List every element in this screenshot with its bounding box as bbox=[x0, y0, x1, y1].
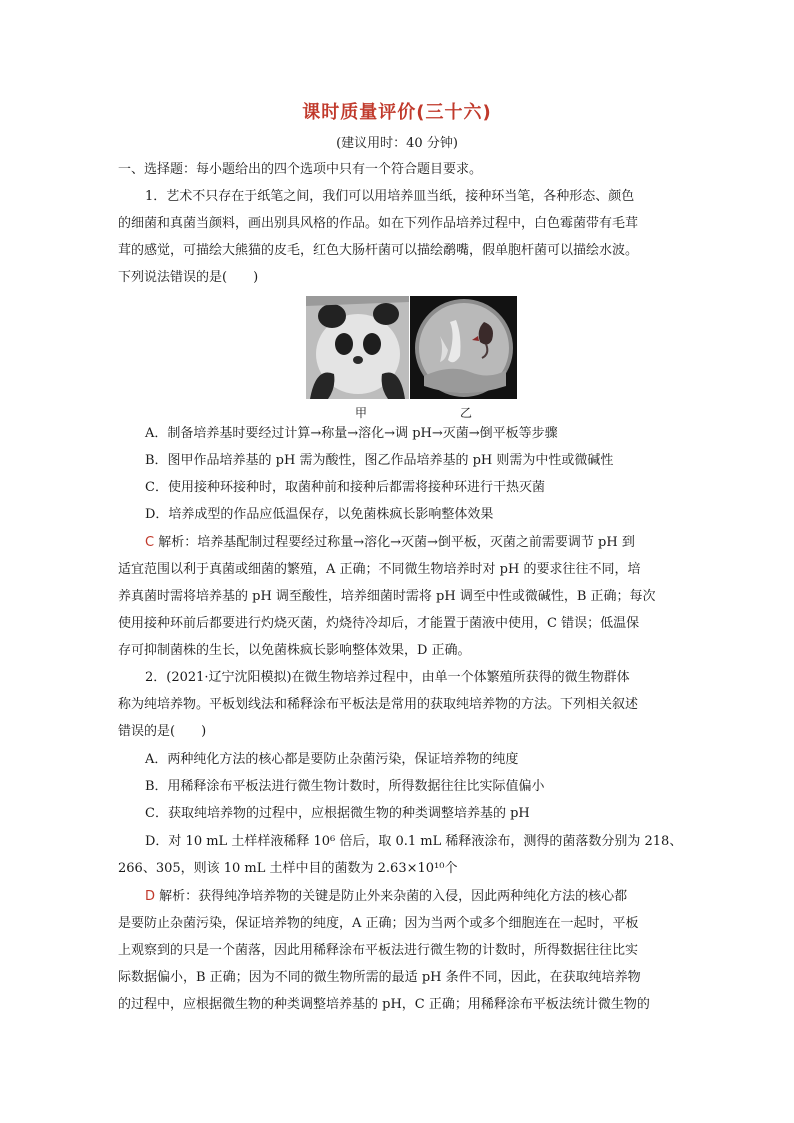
q1-stem-line: 1．艺术不只存在于纸笔之间，我们可以用培养皿当纸，接种环当笔，各种形态、颜色 bbox=[145, 189, 635, 204]
q2-analysis-line: 际数据偏小，B 正确；因为不同的微生物所需的最适 pH 条件不同，因此，在获取纯培养物 bbox=[118, 970, 641, 985]
q2-option-b: B．用稀释涂布平板法进行微生物计数时，所得数据往往比实际值偏小 bbox=[145, 779, 545, 794]
page-title: 课时质量评价(三十六) bbox=[302, 102, 492, 123]
q1-stem-line: 茸的感觉，可描绘大熊猫的皮毛，红色大肠杆菌可以描绘鹬嘴，假单胞杆菌可以描绘水波。 bbox=[118, 243, 639, 258]
q2-option-d: D．对 10 mL 土样样液稀释 10⁶ 倍后，取 0.1 mL 稀释液涂布，测得的菌落数分别为 218、 bbox=[145, 834, 683, 849]
q1-analysis-line: 使用接种环前后都要进行灼烧灭菌，灼烧待冷却后，才能置于菌液中使用，C 错误；低温保 bbox=[118, 616, 640, 631]
q1-option-d: D．培养成型的作品应低温保存，以免菌株疯长影响整体效果 bbox=[145, 507, 494, 522]
bird-petri-image bbox=[410, 296, 517, 399]
q1-analysis-line: 存可抑制菌株的生长，以免菌株疯长影响整体效果，D 正确。 bbox=[118, 643, 471, 658]
q1-option-a: A．制备培养基时要经过计算→称量→溶化→调 pH→灭菌→倒平板等步骤 bbox=[145, 426, 558, 441]
q2-analysis-line bbox=[145, 883, 678, 910]
q2-option-a: A．两种纯化方法的核心都是要防止杂菌污染，保证培养物的纯度 bbox=[145, 752, 519, 767]
q2-stem-line: 错误的是( ) bbox=[118, 724, 207, 739]
q1-figure bbox=[306, 296, 517, 399]
q2-stem-line: 称为纯培养物。平板划线法和稀释涂布平板法是常用的获取纯培养物的方法。下列相关叙述 bbox=[118, 697, 639, 712]
q2-answer: D bbox=[145, 889, 156, 904]
q2-analysis-text: 解析：获得纯净培养物的关键是防止外来杂菌的入侵，因此两种纯化方法的核心都 bbox=[159, 889, 628, 904]
q2-option-d-cont: 266、305，则该 10 mL 土样中目的菌数为 2.63×10¹⁰个 bbox=[118, 861, 458, 876]
q2-stem-line: 2．(2021·辽宁沈阳模拟)在微生物培养过程中，由单一个体繁殖所获得的微生物群体 bbox=[145, 670, 630, 685]
q2-analysis-line: 的过程中，应根据微生物的种类调整培养基的 pH，C 正确；用稀释涂布平板法统计微生物的 bbox=[118, 997, 650, 1012]
q2-analysis-line: 上观察到的只是一个菌落，因此用稀释涂布平板法进行微生物的计数时，所得数据往往比实 bbox=[118, 943, 639, 958]
q1-answer: C bbox=[145, 535, 155, 550]
figure-label-jia: 甲 bbox=[355, 406, 368, 420]
q1-option-b: B．图甲作品培养基的 pH 需为酸性，图乙作品培养基的 pH 则需为中性或微碱性 bbox=[145, 453, 614, 468]
q1-stem-line: 下列说法错误的是( ) bbox=[118, 270, 259, 285]
q2-option-c: C．获取纯培养物的过程中，应根据微生物的种类调整培养基的 pH bbox=[145, 806, 530, 821]
panda-petri-image bbox=[306, 296, 409, 399]
q1-analysis-line: 养真菌时需将培养基的 pH 调至酸性，培养细菌时需将 pH 调至中性或微碱性，B 正确；每次 bbox=[118, 589, 656, 604]
figure-label-yi: 乙 bbox=[460, 406, 473, 420]
q1-option-c: C．使用接种环接种时，取菌种前和接种后都需将接种环进行干热灭菌 bbox=[145, 480, 545, 495]
q2-analysis-line: 是要防止杂菌污染，保证培养物的纯度，A 正确；因为当两个或多个细胞连在一起时，平板 bbox=[118, 916, 639, 931]
time-hint: (建议用时：40 分钟) bbox=[336, 136, 458, 151]
q1-analysis-line: 适宜范围以利于真菌或细菌的繁殖，A 正确；不同微生物培养时对 pH 的要求往往不同，培 bbox=[118, 562, 641, 577]
section-heading: 一、选择题：每小题给出的四个选项中只有一个符合题目要求。 bbox=[118, 162, 483, 177]
q1-stem-line: 的细菌和真菌当颜料，画出别具风格的作品。如在下列作品培养过程中，白色霉菌带有毛茸 bbox=[118, 216, 639, 231]
q1-analysis-text: 解析：培养基配制过程要经过称量→溶化→灭菌→倒平板，灭菌之前需要调节 pH 到 bbox=[158, 535, 635, 550]
q1-analysis-line bbox=[145, 529, 678, 556]
